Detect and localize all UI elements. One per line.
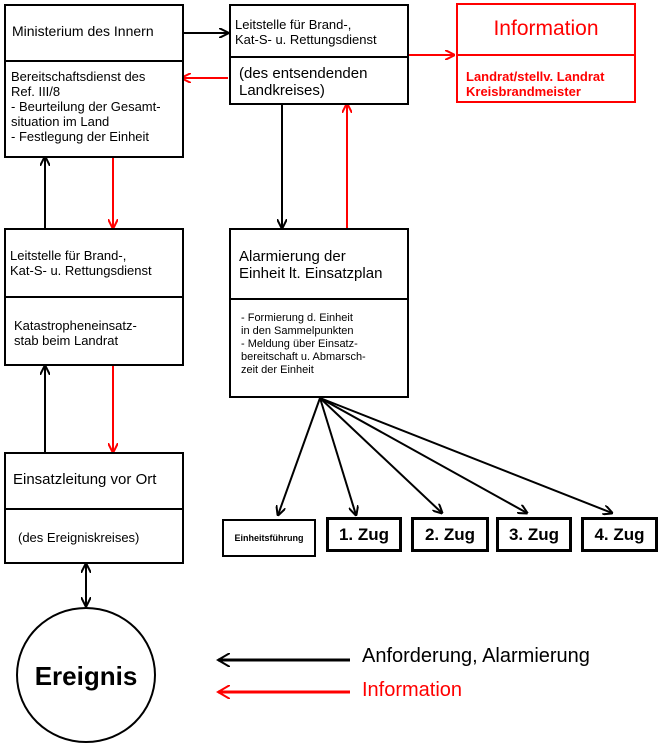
bereitschaft-box <box>4 60 184 158</box>
bereitschaft-label: Bereitschaftsdienst des Ref. III/8 - Beurteilung der Gesamt- situation im Land - Festlegung der Einheit <box>11 69 161 144</box>
unit-zug-2-label: 2. Zug <box>424 525 476 544</box>
einsatzleitung-label: Einsatzleitung vor Ort <box>13 471 157 488</box>
leitstelle-top-label: Leitstelle für Brand-, Kat-S- u. Rettungsdienst <box>235 17 377 47</box>
unit-zug-4-label: 4. Zug <box>594 525 645 544</box>
unit-zug-3 <box>496 517 572 552</box>
landkreis-box <box>229 56 409 105</box>
katastrophen-box <box>4 296 184 366</box>
leitstelle-left-box <box>4 228 184 298</box>
leitstelle-left-label: Leitstelle für Brand-, Kat-S- u. Rettungsdienst <box>10 248 152 278</box>
arrow-to-einheitsfuehrung <box>278 398 320 515</box>
legend-red-label: Information <box>362 679 463 701</box>
ereignis-label: Ereignis <box>34 661 138 691</box>
unit-zug-2 <box>411 517 489 552</box>
leitstelle-top-box <box>229 4 409 58</box>
unit-zug-4 <box>581 517 658 552</box>
katastrophen-label: Katastropheneinsatz- stab beim Landrat <box>14 318 137 348</box>
unit-zug-3-label: 3. Zug <box>508 525 560 544</box>
unit-einheitsfuehrung <box>222 519 316 557</box>
arrow-to-zug-4 <box>320 398 612 513</box>
alarmierung-label: Alarmierung der Einheit lt. Einsatzplan <box>239 248 383 282</box>
ereigniskreis-label: (des Ereigniskreises) <box>18 530 140 545</box>
ministerium-box <box>4 4 184 62</box>
unit-zug-1 <box>326 517 402 552</box>
ereigniskreis-box <box>4 508 184 564</box>
ministerium-label: Ministerium des Innern <box>12 23 154 39</box>
alarmierung-details-label: - Formierung d. Einheit in den Sammelpunkten - Meldung über Einsatz- bereitschaft u. Abmarsch- zeit der Einheit <box>241 312 366 376</box>
information-title: Information <box>493 17 599 40</box>
landkreis-label: (des entsendenden Landkreises) <box>239 65 368 99</box>
einsatzleitung-box <box>4 452 184 510</box>
legend-black-label: Anforderung, Alarmierung <box>362 645 590 667</box>
ereignis-circle <box>16 607 156 743</box>
unit-einheitsfuehrung-label: Einheitsführung <box>234 533 304 543</box>
alarmierung-box <box>229 228 409 300</box>
information-divider <box>458 54 634 56</box>
unit-zug-1-label: 1. Zug <box>338 525 390 544</box>
information-box <box>456 3 636 103</box>
alarmierung-details-box <box>229 298 409 398</box>
information-body: Landrat/stellv. Landrat Kreisbrandmeister <box>466 69 605 99</box>
